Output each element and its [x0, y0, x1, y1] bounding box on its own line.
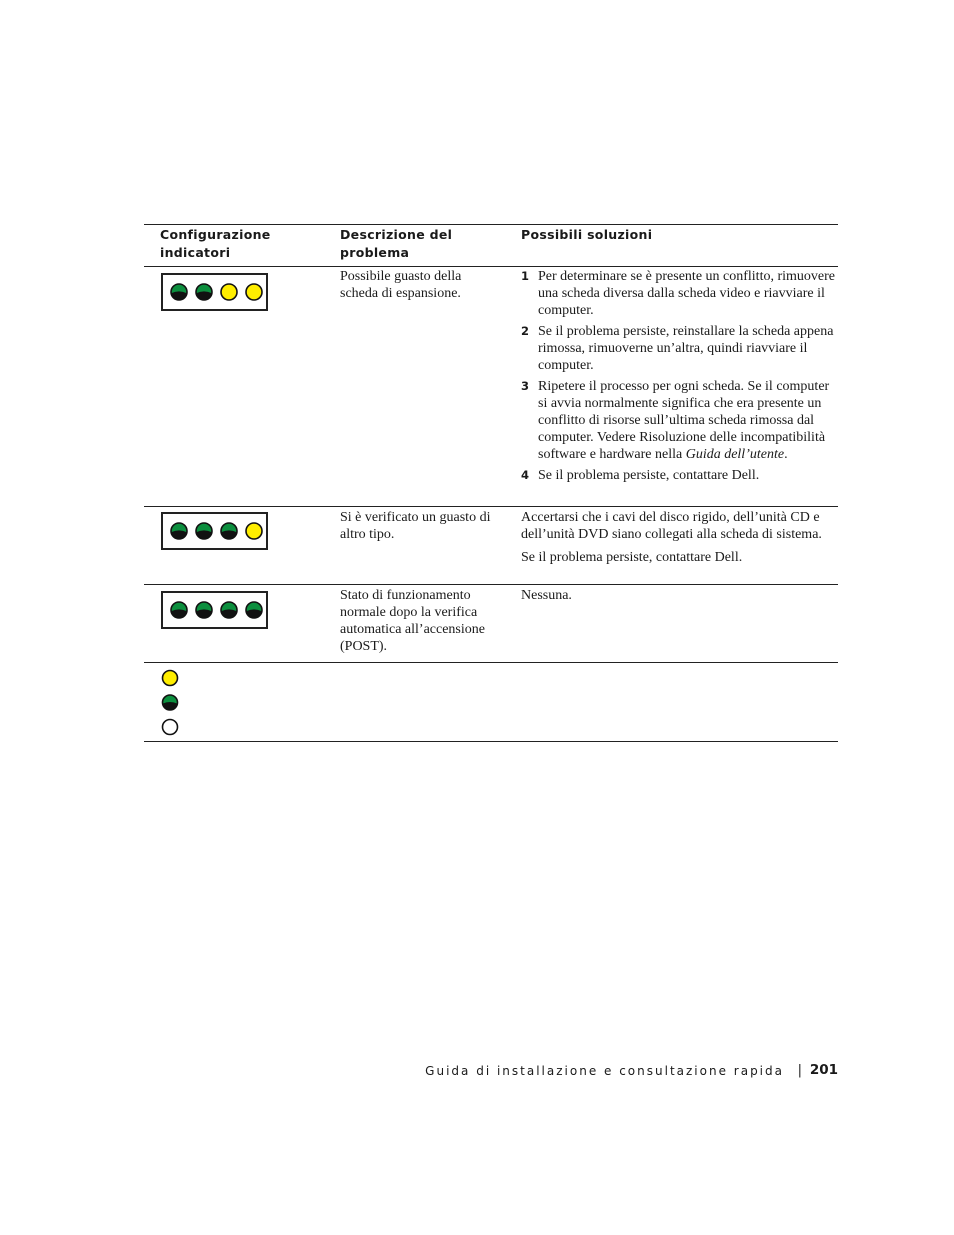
- header-config: [160, 226, 271, 262]
- green-light-icon: [171, 284, 187, 300]
- light-panel-row3: [161, 591, 268, 629]
- step-text: Se il problema persiste, contattare Dell.: [538, 468, 760, 483]
- step-number: 2: [521, 324, 530, 338]
- header-desc-line1: Descrizione del: [340, 227, 453, 242]
- yellow-light-icon: [246, 523, 262, 539]
- row3-description: Stato di funzionamento normale dopo la verifica automatica all’accensione (POST).: [340, 588, 485, 654]
- page-footer: [0, 1062, 838, 1080]
- lights-svg-row1: [163, 275, 270, 313]
- row1-step-2: [521, 323, 837, 374]
- green-light-icon: [171, 602, 187, 618]
- footer-title: Guida di installazione e consultazione rapida: [425, 1064, 784, 1078]
- row2-rule: [144, 584, 838, 585]
- yellow-light-icon: [246, 284, 262, 300]
- step-italic-reference: Guida dell’utente: [685, 447, 785, 462]
- row3-solution: Nessuna.: [521, 588, 572, 603]
- green-light-icon: [196, 523, 212, 539]
- light-panel-row2: [161, 512, 268, 550]
- green-light-icon: [221, 523, 237, 539]
- green-light-icon: [196, 602, 212, 618]
- lights-svg-row2: [163, 514, 270, 552]
- off-light-icon: [163, 720, 178, 735]
- step-text: Se il problema persiste, reinstallare la scheda appena rimossa, rimuoverne un’altra, quindi riavviare il computer.: [538, 324, 834, 373]
- green-light-icon: [171, 523, 187, 539]
- yellow-light-icon: [221, 284, 237, 300]
- footer-separator: |: [797, 1063, 802, 1078]
- green-light-icon: [163, 695, 178, 710]
- header-desc-line2: problema: [340, 245, 410, 260]
- row1-step-1: [521, 268, 837, 319]
- row3-rule: [144, 662, 838, 663]
- step-text: Ripetere il processo per ogni scheda. Se il computer si avvia normalmente significa che era presente un conflitto di risorse sull’ultima scheda rimossa dal computer. Vedere Risoluzione delle incompatibilità software e hardware nella: [538, 379, 830, 462]
- step-number: 1: [521, 269, 530, 283]
- row2-solutions: [521, 509, 837, 572]
- step-number: 3: [521, 379, 530, 393]
- legend-lights: [161, 669, 179, 743]
- row2-solution-p2: Se il problema persiste, contattare Dell.: [521, 550, 743, 565]
- step-number: 4: [521, 468, 530, 482]
- row2-solution-p1: Accertarsi che i cavi del disco rigido, dell’unità CD e dell’unità DVD siano collegati alla scheda di sistema.: [521, 510, 822, 542]
- yellow-light-icon: [163, 671, 178, 686]
- step-text-end: .: [784, 447, 788, 462]
- light-panel-row1: [161, 273, 268, 311]
- green-light-icon: [246, 602, 262, 618]
- green-light-icon: [221, 602, 237, 618]
- step-text: Per determinare se è presente un conflitto, rimuovere una scheda diversa dalla scheda video e riavviare il computer.: [538, 269, 835, 318]
- table-bottom-rule: [144, 741, 838, 742]
- row1-step-3: [521, 378, 837, 463]
- row1-rule: [144, 506, 838, 507]
- row2-description: Si è verificato un guasto di altro tipo.: [340, 510, 491, 542]
- row1-description: Possibile guasto della scheda di espansione.: [340, 269, 462, 301]
- table-top-rule: [144, 224, 838, 225]
- header-rule: [144, 266, 838, 267]
- green-light-icon: [196, 284, 212, 300]
- page-number: 201: [809, 1062, 838, 1078]
- lights-svg-row3: [163, 593, 270, 631]
- row1-step-4: [521, 467, 837, 484]
- header-config-line2: indicatori: [160, 245, 231, 260]
- header-config-line1: Configurazione: [160, 227, 271, 242]
- header-description: [340, 226, 452, 262]
- header-solutions: Possibili soluzioni: [521, 227, 653, 242]
- row1-solutions: [521, 268, 837, 488]
